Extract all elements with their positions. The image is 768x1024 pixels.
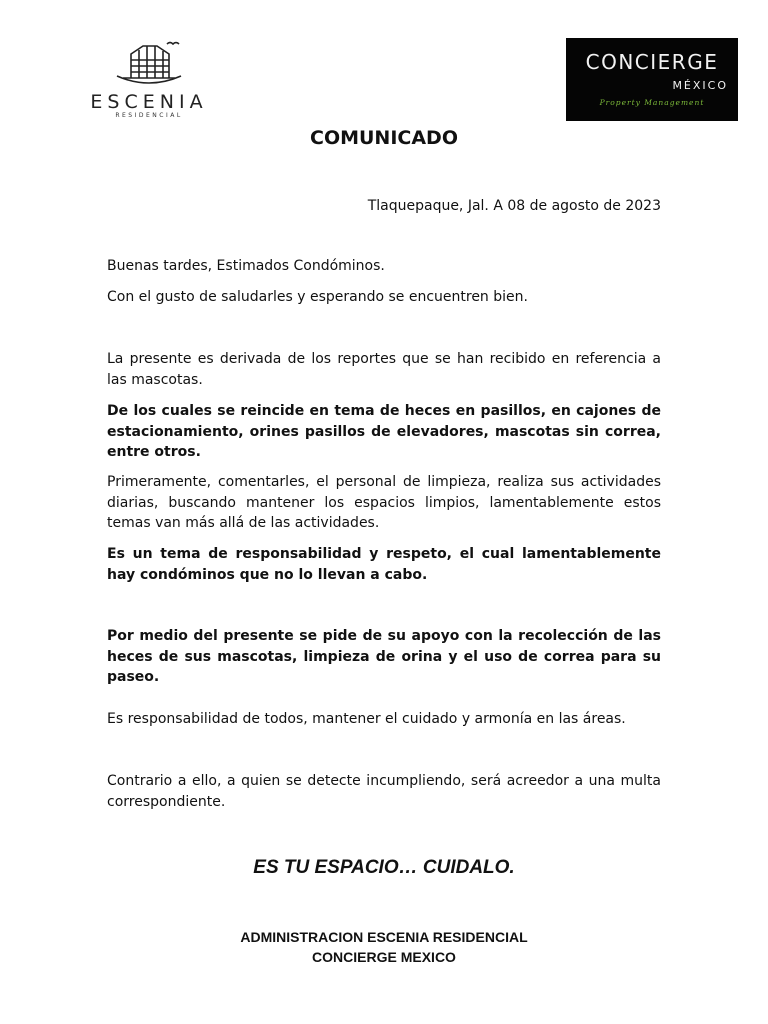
penalty-paragraph: Contrario a ello, a quien se detecte incumpliendo, será acreedor a una multa correspondiente. bbox=[107, 773, 661, 810]
escenia-logo bbox=[84, 38, 214, 130]
issues-paragraph: De los cuales se reincide en tema de heces en pasillos, en cajones de estacionamiento, orines pasillos de elevadores, mascotas sin correa, entre otros. bbox=[107, 403, 661, 460]
building-icon bbox=[113, 38, 185, 90]
signature-line-1: ADMINISTRACION ESCENIA RESIDENCIAL bbox=[240, 929, 528, 945]
document-title: COMUNICADO bbox=[310, 127, 458, 149]
greeting-paragraph: Buenas tardes, Estimados Condóminos. bbox=[107, 258, 385, 274]
concierge-brand-tagline: Property Management bbox=[599, 98, 705, 107]
responsibility-paragraph: Es un tema de responsabilidad y respeto, el cual lamentablemente hay condóminos que no lo llevan a cabo. bbox=[107, 546, 661, 583]
concierge-brand-country: MÉXICO bbox=[672, 79, 728, 92]
escenia-brand-subtitle: RESIDENCIAL bbox=[115, 112, 183, 119]
request-paragraph: Por medio del presente se pide de su apoyo con la recolección de las heces de sus mascotas, limpieza de orina y el uso de correa para su paseo. bbox=[107, 628, 661, 685]
shared-responsibility-paragraph: Es responsabilidad de todos, mantener el cuidado y armonía en las áreas. bbox=[107, 711, 626, 727]
salutation-paragraph: Con el gusto de saludarles y esperando se encuentren bien. bbox=[107, 289, 528, 305]
concierge-brand-name: CONCIERGE bbox=[585, 50, 719, 74]
cleaning-staff-paragraph: Primeramente, comentarles, el personal de limpieza, realiza sus actividades diarias, buscando mantener los espacios limpios, lamentablemente estos temas van más allá de las actividades. bbox=[107, 474, 661, 531]
date-line: Tlaquepaque, Jal. A 08 de agosto de 2023 bbox=[367, 198, 661, 214]
signature-line-2: CONCIERGE MEXICO bbox=[312, 949, 456, 965]
reports-paragraph: La presente es derivada de los reportes que se han recibido en referencia a las mascotas. bbox=[107, 351, 661, 388]
escenia-brand-name: ESCENIA bbox=[90, 91, 208, 113]
slogan: ES TU ESPACIO… CUIDALO. bbox=[253, 857, 515, 878]
concierge-logo bbox=[566, 38, 738, 121]
